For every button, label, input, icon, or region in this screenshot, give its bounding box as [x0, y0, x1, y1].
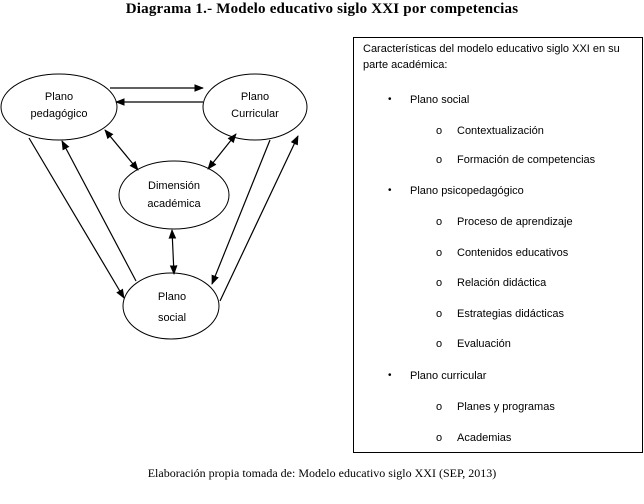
node-dimension: [119, 161, 229, 229]
panel-subitem: Contenidos educativos: [457, 247, 569, 259]
characteristics-panel: [353, 37, 643, 453]
node-curricular-line1: Plano: [240, 91, 270, 103]
arrow-curricular-dimension: [208, 134, 236, 169]
bullet-icon: •: [388, 94, 392, 105]
panel-item-plano-curricular: Plano curricular: [410, 370, 487, 382]
sub-bullet-icon: o: [436, 432, 443, 444]
bullet-icon: •: [388, 185, 392, 196]
node-curricular-line2: Curricular: [231, 108, 279, 120]
cycle-diagram: [0, 0, 350, 350]
sub-bullet-icon: o: [436, 247, 443, 259]
node-dimension-line1: Dimensión: [148, 180, 200, 192]
bullet-icon: •: [388, 370, 392, 381]
node-social: [123, 273, 219, 339]
panel-subitem: Formación de competencias: [457, 154, 596, 166]
sub-bullet-icon: o: [436, 277, 443, 289]
panel-subitem: Planes y programas: [457, 401, 555, 413]
sub-bullet-icon: o: [436, 154, 443, 166]
panel-subitem: Evaluación: [457, 338, 511, 350]
panel-item-plano-social: Plano social: [410, 94, 470, 106]
panel-heading: Características del modelo educativo siglo XXI en su parte académica:: [363, 43, 620, 71]
node-social-line2: social: [157, 312, 187, 324]
panel-subitem: Academias: [457, 432, 512, 444]
arrow-pedagogico-to-social: [29, 138, 124, 298]
node-curricular: [203, 74, 307, 140]
panel-subitem: Contextualización: [457, 125, 544, 137]
sub-bullet-icon: o: [436, 338, 443, 350]
sub-bullet-icon: o: [436, 216, 443, 228]
sub-bullet-icon: o: [436, 125, 443, 137]
panel-subitem: Proceso de aprendizaje: [457, 216, 573, 228]
node-pedagogico-line1: Plano: [44, 91, 74, 103]
node-social-line1: Plano: [157, 291, 187, 303]
panel-item-plano-psicopedagogico: Plano psicopedagógico: [410, 185, 524, 197]
arrow-pedagogico-dimension: [105, 130, 138, 170]
arrow-social-to-curricular: [220, 136, 298, 301]
sub-bullet-icon: o: [436, 308, 443, 320]
source-caption: Elaboración propia tomada de: Modelo educativo siglo XXI (SEP, 2013): [147, 466, 497, 480]
arrow-dimension-social: [172, 230, 174, 274]
node-pedagogico: [1, 74, 117, 140]
panel-subitem: Relación didáctica: [457, 277, 547, 289]
panel-subitem: Estrategias didácticas: [457, 308, 564, 320]
node-dimension-line2: académica: [147, 198, 201, 210]
sub-bullet-icon: o: [436, 401, 443, 413]
node-pedagogico-line2: pedagógico: [30, 108, 88, 120]
diagram-title: Diagrama 1.- Modelo educativo siglo XXI por competencias: [125, 1, 519, 17]
